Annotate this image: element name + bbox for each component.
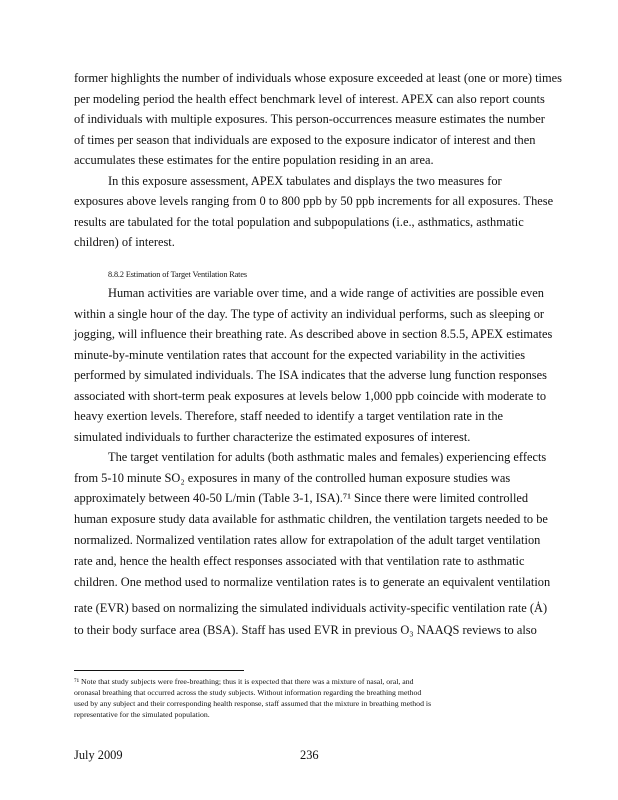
page-number: 236 xyxy=(300,748,319,762)
body-line: from 5-10 minute SO₂ exposures in many of the controlled human exposure studies was xyxy=(74,471,511,485)
body-line: within a single hour of the day. The type of activity an individual performs, such as sleeping or xyxy=(74,307,545,321)
body-line: associated with short-term peak exposures at levels below 1,000 ppb coincide with moderate to xyxy=(74,389,547,403)
footnote-divider xyxy=(74,670,244,671)
section-heading: 8.8.2 Estimation of Target Ventilation Rates xyxy=(108,270,247,279)
footnote-line: oronasal breathing that occurred across the study subjects. Without information regarding the breathing method xyxy=(74,688,422,697)
body-line: accumulates these estimates for the entire population residing in an area. xyxy=(74,153,434,167)
footnote-line: used by any subject and their corresponding health response, staff assumed that the mixture in breathing method is xyxy=(74,699,432,708)
body-line: Human activities are variable over time, and a wide range of activities are possible even xyxy=(108,286,544,300)
body-line: approximately between 40-50 L/min (Table 3-1, ISA).⁷¹ Since there were limited controlled xyxy=(74,491,529,505)
body-line: exposures above levels ranging from 0 to 800 ppb by 50 ppb increments for all exposures. These xyxy=(74,194,554,208)
body-line: minute-by-minute ventilation rates that account for the expected variability in the activities xyxy=(74,348,526,362)
footer-date: July 2009 xyxy=(74,748,123,762)
body-line: former highlights the number of individuals whose exposure exceeded at least (one or more) times xyxy=(74,71,562,85)
footnote-line: representative for the simulated population. xyxy=(74,710,210,719)
footnote-line: ⁷¹ Note that study subjects were free-breathing; thus it is expected that there was a mixture of nasal, oral, and xyxy=(74,677,414,686)
body-line: simulated individuals to further characterize the estimated exposures of interest. xyxy=(74,430,471,444)
body-line: normalized. Normalized ventilation rates allow for extrapolation of the adult target ventilation xyxy=(74,533,541,547)
body-line: per modeling period the health effect benchmark level of interest. APEX can also report counts xyxy=(74,92,545,106)
body-line: human exposure study data available for asthmatic children, the ventilation targets needed to be xyxy=(74,512,548,526)
body-line: to their body surface area (BSA). Staff has used EVR in previous O₃ NAAQS reviews to also xyxy=(74,623,537,637)
body-line: children. One method used to normalize ventilation rates is to generate an equivalent ventilation xyxy=(74,575,551,589)
body-line: rate (EVR) based on normalizing the simulated individuals activity-specific ventilation rate (Ȧ) xyxy=(74,601,548,615)
body-line: jogging, will influence their breathing rate. As described above in section 8.5.5, APEX estimates xyxy=(74,327,553,341)
body-line: results are tabulated for the total population and subpopulations (i.e., asthmatics, asthmatic xyxy=(74,215,524,229)
body-line: In this exposure assessment, APEX tabulates and displays the two measures for xyxy=(108,174,502,188)
body-line: of times per season that individuals are exposed to the exposure indicator of interest and then xyxy=(74,133,536,147)
body-line: of individuals with multiple exposures. This person-occurrences measure estimates the number xyxy=(74,112,545,126)
body-line: children) of interest. xyxy=(74,235,175,249)
body-line: performed by simulated individuals. The ISA indicates that the adverse lung function responses xyxy=(74,368,547,382)
body-line: rate and, hence the health effect responses associated with that ventilation rate to asthmatic xyxy=(74,554,525,568)
body-line: The target ventilation for adults (both asthmatic males and females) experiencing effects xyxy=(108,450,547,464)
body-line: heavy exertion levels. Therefore, staff needed to identify a target ventilation rate in the xyxy=(74,409,504,423)
